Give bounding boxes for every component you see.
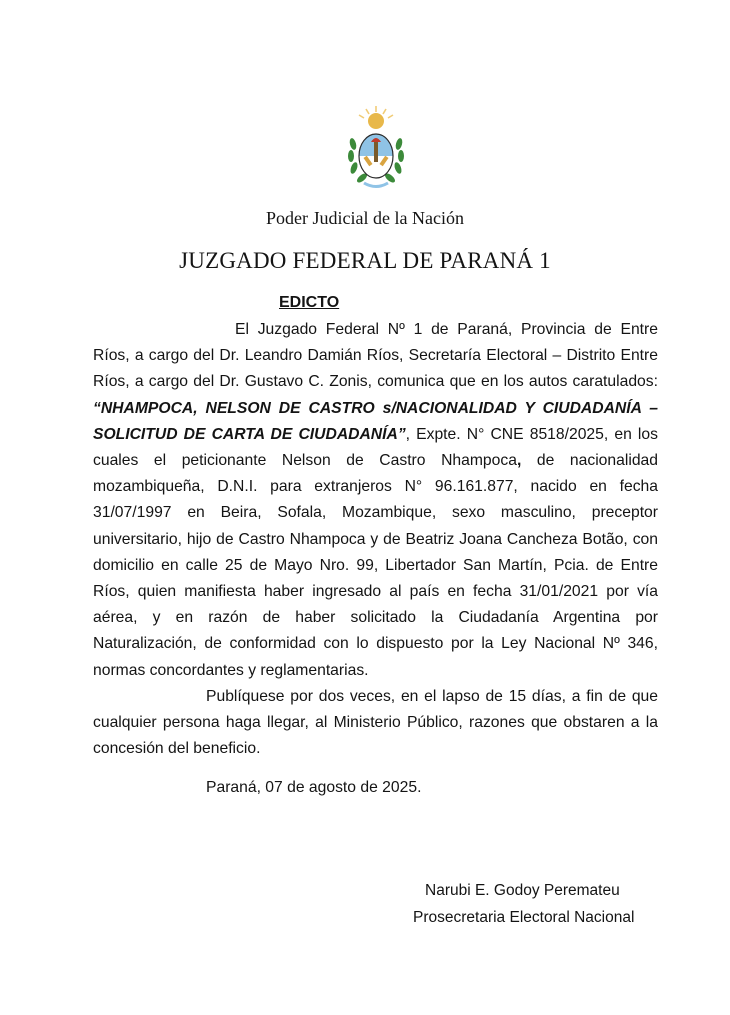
edict-paragraph-2 [93, 684, 658, 763]
edict-paragraph-1 [93, 317, 658, 684]
institution-heading: Poder Judicial de la Nación [266, 208, 464, 228]
edict-date-line: Paraná, 07 de agosto de 2025. [206, 779, 422, 796]
edict-p1-middle: , Expte. N° CNE 8518/2025, en los cuales el peticionante Nelson de Castro Nhampoca [93, 425, 658, 470]
edict-p2-text: Publíquese por dos veces, en el lapso de 15 días, a fin de que cualquier persona haga llegar, al Ministerio Público, razones que obstaren a la concesión del beneficio. [93, 687, 658, 758]
court-heading: JUZGADO FEDERAL DE PARANÁ 1 [179, 248, 551, 273]
ribbon [364, 183, 388, 187]
signatory-title: Prosecretaria Electoral Nacional [413, 909, 635, 926]
edict-body [93, 317, 658, 762]
sun-disc [368, 113, 384, 129]
edict-p1-opening: El Juzgado Federal Nº 1 de Paraná, Provincia de Entre Ríos, a cargo del Dr. Leandro Damián Ríos, Secretaría Electoral – Distrito Entre Ríos, a cargo del Dr. Gustavo C. Zonis, comunica que en los autos caratulados: [93, 321, 658, 391]
case-caption: “NHAMPOCA, NELSON DE CASTRO s/NACIONALIDAD Y CIUDADANÍA –SOLICITUD DE CARTA DE CIUDADANÍA” [93, 399, 658, 443]
national-coat-of-arms-icon [344, 104, 408, 192]
edict-p1-closing: de nacionalidad mozambiqueña, D.N.I. para extranjeros N° 96.161.877, nacido en fecha 31/07/1997 en Beira, Sofala, Mozambique, sexo masculino, preceptor universitario, hijo de Castro Nhampoca y de Beatriz Joana Cancheza Botão, con domicilio en calle 25 de Mayo Nro. 99, Libertador San Martín, Pcia. de Entre Ríos, quien manifiesta haber ingresado al país en fecha 31/01/2021 por vía aérea, y en razón de haber solicitado la Ciudadanía Argentina por Naturalización, de conformidad con lo dispuesto por la Ley Nacional Nº 346, normas concordantes y reglamentarias. [93, 452, 659, 679]
edict-p1-bold-comma: , [516, 452, 522, 470]
signatory-name: Narubi E. Godoy Peremateu [425, 882, 620, 899]
edict-title: EDICTO [279, 294, 340, 311]
